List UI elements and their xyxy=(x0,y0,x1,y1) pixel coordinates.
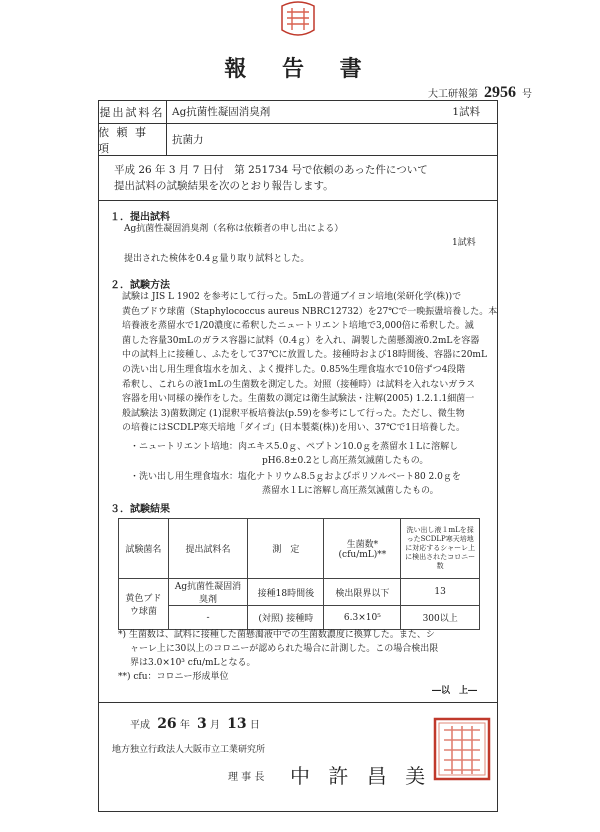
document-title: 報 告 書 xyxy=(224,56,376,82)
director-name: 中 許 昌 美 xyxy=(290,764,432,788)
method-line: 容器を用い同様の操作をした。生菌数の測定は衛生試験法・注解(2005) 1.2.1.1細菌一 xyxy=(122,394,475,405)
saline-line-2: 蒸留水１Lに溶解し高圧蒸気滅菌したもの。 xyxy=(262,486,439,496)
date-month-unit: 月 xyxy=(209,720,220,731)
row-2-count: 6.3×10⁵ xyxy=(324,606,401,630)
date-year: 26 xyxy=(157,716,177,732)
method-line: 般試験法 3)菌数測定 (1)混釈平板培養法(p.59)を参考にして行った。ただし、微生物 xyxy=(122,408,465,419)
end-marker: ―以 上― xyxy=(432,686,478,696)
header-measure: 測 定 xyxy=(248,519,324,579)
report-number-value: 2956 xyxy=(484,84,516,101)
date-day-unit: 日 xyxy=(249,720,260,731)
intro-line-1: 平成 26 年 3 月 7 日付 第 251734 号で依頼のあった件について xyxy=(114,164,428,176)
method-line: 中の試料上に接種し、ふたをして37℃に放置した。接種時および18時間後、容器に20mL xyxy=(122,350,487,361)
row-2-colonies: 300以上 xyxy=(401,606,480,630)
method-line: 試験は JIS L 1902 を参考にして行った。5mLの普通ブイヨン培地(栄研化学(株))で xyxy=(122,292,462,302)
nutrient-medium-line-2: pH6.8±0.2とし高圧蒸気滅菌したもの。 xyxy=(262,456,429,466)
note-1-line-1: *) 生菌数は、試料に接種した菌懸濁液中での生菌数濃度に換算した。また、シ xyxy=(118,630,435,640)
table-row xyxy=(119,579,480,606)
row-2-measure: (対照) 接種時 xyxy=(248,606,324,630)
header-count-label: 生菌数* xyxy=(346,540,379,550)
sample-name-label: 提出試料名 xyxy=(98,100,167,123)
date-month: 3 xyxy=(197,716,207,732)
intro-divider xyxy=(98,200,498,201)
header-sample: 提出試料名 xyxy=(168,519,247,579)
sample-name-value: Ag抗菌性凝固消臭剤 xyxy=(172,105,271,118)
saline-label: ・洗い出し用生理食塩水： xyxy=(130,472,239,482)
nutrient-medium-line-1: 肉エキス5.0ｇ、ペプトン10.0ｇを蒸留水１Lに溶解し xyxy=(238,442,459,452)
row-1-colonies: 13 xyxy=(401,579,480,606)
report-number-suffix: 号 xyxy=(522,89,532,100)
nutrient-medium-label: ・ニュートリエント培地： xyxy=(130,442,238,452)
footer-date xyxy=(130,716,260,732)
date-year-unit: 年 xyxy=(179,720,190,731)
method-line: 菌した容量30mLのガラス容器に試料（0.4ｇ）を入れ、調製した菌懸濁液0.2mLを容器 xyxy=(122,335,480,346)
header-count-unit: (cfu/mL)** xyxy=(338,550,387,560)
section-2-heading: ２．試験方法 xyxy=(110,280,170,291)
section-1-line-2: 提出された検体を0.4ｇ量り取り試料とした。 xyxy=(124,254,310,264)
request-item-value: 抗菌力 xyxy=(172,133,204,146)
sample-quantity: 1試料 xyxy=(452,105,480,118)
note-1-line-2: ャーレ上に30以上のコロニーが認められた場合に計測した。この場合検出限 xyxy=(130,644,439,654)
request-item-label: 依 頼 事 項 xyxy=(98,124,167,155)
note-2: **) cfu：コロニー形成単位 xyxy=(118,672,229,682)
method-line: 黄色ブドウ球菌（Staphylococcus aureus NBRC12732）を27℃で一晩振盪培養した。本 xyxy=(122,306,498,317)
header-count xyxy=(324,519,401,579)
section-1-quantity: 1試料 xyxy=(452,238,476,248)
method-line: の培養にはSCDLP寒天培地「ダイゴ」(日本製薬(株))を用い、37℃で1日培養した。 xyxy=(122,423,466,434)
sample-name-row xyxy=(98,100,498,124)
request-item-row xyxy=(98,124,498,156)
official-seal-bottom xyxy=(432,716,492,782)
header-bacteria: 試験菌名 xyxy=(119,519,169,579)
header-colony-note: 洗い出し液１mLを採ったSCDLP寒天培地に対応するシャーレ上に検出されたコロニー数 xyxy=(401,519,480,579)
report-number-prefix: 大工研報第 xyxy=(428,89,478,100)
results-table xyxy=(118,518,480,630)
row-1-measure: 接種18時間後 xyxy=(248,579,324,606)
saline-line-1: 塩化ナトリウム8.5ｇおよびポリソルベート80 2.0ｇを xyxy=(238,472,461,482)
row-1-count: 検出限界以下 xyxy=(324,579,401,606)
section-1-line-1: Ag抗菌性凝固消臭剤（名称は依頼者の申し出による） xyxy=(124,224,344,234)
official-seal-top xyxy=(276,0,320,40)
date-era: 平成 xyxy=(130,720,150,731)
intro-line-2: 提出試料の試験結果を次のとおり報告します。 xyxy=(114,180,334,192)
results-header-row xyxy=(119,519,480,579)
director-title: 理 事 長 xyxy=(228,772,265,783)
table-row xyxy=(119,606,480,630)
note-1-line-3: 界は3.0×10³ cfu/mLとなる。 xyxy=(130,658,256,668)
date-day: 13 xyxy=(227,716,247,732)
section-1-heading: １．提出試料 xyxy=(110,212,170,223)
bacteria-name: 黄色ブドウ球菌 xyxy=(119,579,169,630)
section-3-heading: ３．試験結果 xyxy=(110,504,170,515)
method-line: 培養液を蒸留水で1/20濃度に希釈したニュートリエント培地で3,000倍に希釈した。滅 xyxy=(122,321,474,332)
row-1-sample: Ag抗菌性凝固消臭剤 xyxy=(168,579,247,606)
row-2-sample: - xyxy=(168,606,247,630)
method-line: 希釈し、これらの液1mLの生菌数を測定した。対照（接種時）は試料を入れないガラス xyxy=(122,379,475,390)
method-line: の洗い出し用生理食塩水を加え、よく攪拌した。0.85%生理食塩水で10倍ずつ4段階 xyxy=(122,365,466,375)
institute-name: 地方独立行政法人大阪市立工業研究所 xyxy=(112,745,266,755)
footer-divider xyxy=(98,702,498,703)
